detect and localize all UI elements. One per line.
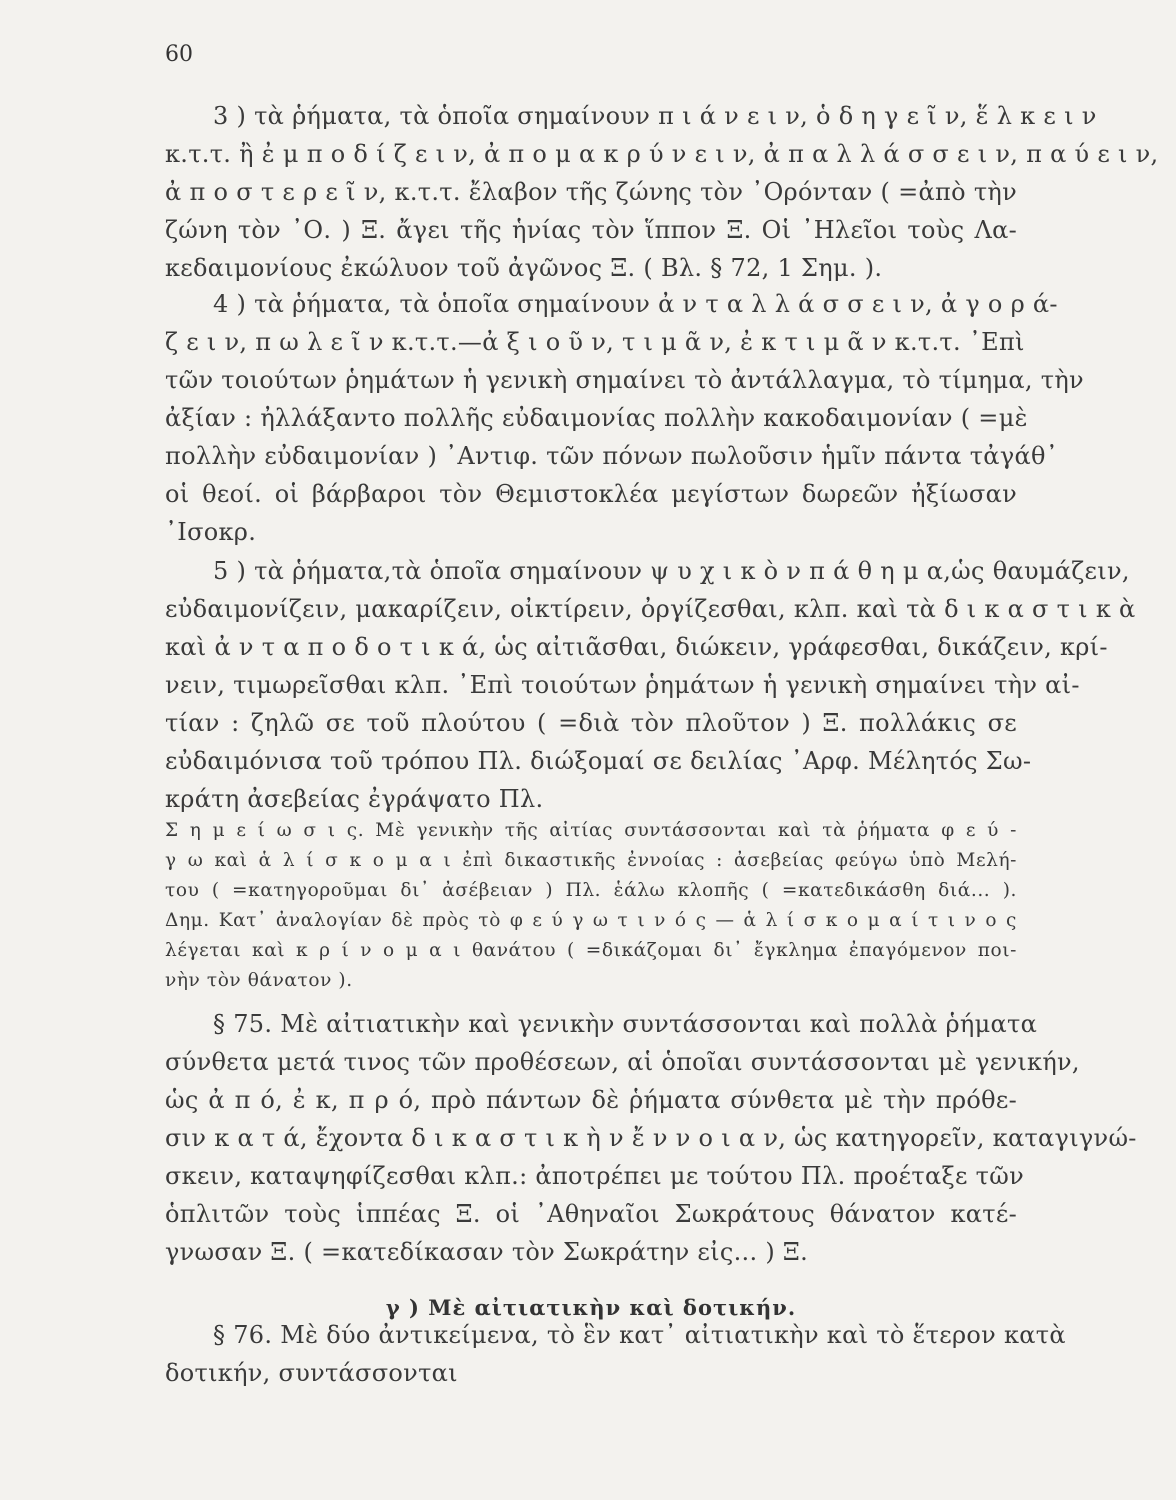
text-line: νειν, τιμωρεῖσθαι κλπ. ᾿Επὶ τοιούτων ῥημάτων ἡ γενικὴ σημαίνει τὴν αἰ-: [165, 671, 1080, 699]
note-block: [165, 816, 1017, 996]
text-line: σιν κ α τ ά, ἔχοντα δ ι κ α σ τ ι κ ὴ ν ἔ ν ν ο ι α ν, ὡς κατηγορεῖν, καταγιγνώ-: [165, 1124, 1137, 1152]
text-line: κ.τ.τ. ἢ ἐ μ π ο δ ί ζ ε ι ν, ἀ π ο μ α κ ρ ύ ν ε ι ν, ἀ π α λ λ ά σ σ ε ι ν, π α ύ ε ι ν,: [165, 140, 1159, 168]
paragraph-4: [165, 285, 1084, 551]
section-75: [165, 1005, 1137, 1271]
note-line: Σ η μ ε ί ω σ ι ς. Μὲ γενικὴν τῆς αἰτίας συντάσσονται καὶ τὰ ῥήματα φ ε ύ -: [165, 820, 1017, 841]
text-line: 5 ) τὰ ῥήματα,τὰ ὁποῖα σημαίνουν ψ υ χ ι κ ὸ ν π ά θ η μ α,ὡς θαυμάζειν,: [213, 557, 1130, 585]
section-heading: γ ) Μὲ αἰτιατικὴν καὶ δοτικήν.: [385, 1295, 797, 1320]
text-line: κράτη ἀσεβείας ἐγράψατο Πλ.: [165, 785, 544, 813]
text-line: γνωσαν Ξ. ( =κατεδίκασαν τὸν Σωκράτην εἰς... ) Ξ.: [165, 1238, 809, 1266]
text-line: 4 ) τὰ ῥήματα, τὰ ὁποῖα σημαίνουν ἀ ν τ α λ λ ά σ σ ε ι ν, ἀ γ ο ρ ά-: [213, 290, 1058, 318]
text-line: 3 ) τὰ ῥήματα, τὰ ὁποῖα σημαίνουν π ι ά ν ε ι ν, ὁ δ η γ ε ῖ ν, ἕ λ κ ε ι ν: [213, 102, 1097, 130]
text-line: εὐδαιμόνισα τοῦ τρόπου Πλ. διώξομαί σε δειλίας ᾿Αρφ. Μέλητός Σω-: [165, 747, 1032, 775]
text-line: δοτικήν, συντάσσονται: [165, 1359, 458, 1387]
paragraph-3: [165, 97, 1159, 287]
text-line: καὶ ἀ ν τ α π ο δ ο τ ι κ ά, ὡς αἰτιᾶσθαι, διώκειν, γράφεσθαι, δικάζειν, κρί-: [165, 633, 1108, 661]
text-line: ζώνη τὸν ᾿Ο. ) Ξ. ἄγει τῆς ἡνίας τὸν ἵππον Ξ. Οἱ ᾿Ηλεῖοι τοὺς Λα-: [165, 216, 1017, 244]
text-line: § 76. Μὲ δύο ἀντικείμενα, τὸ ἓν κατ᾿ αἰτιατικὴν καὶ τὸ ἕτερον κατὰ: [213, 1321, 1066, 1349]
section-76: [165, 1316, 1066, 1392]
text-line: § 75. Μὲ αἰτιατικὴν καὶ γενικὴν συντάσσονται καὶ πολλὰ ῥήματα: [213, 1010, 1038, 1038]
text-line: ζ ε ι ν, π ω λ ε ῖ ν κ.τ.τ.—ἀ ξ ι ο ῦ ν, τ ι μ ᾶ ν, ἐ κ τ ι μ ᾶ ν κ.τ.τ. ᾿Επὶ: [165, 328, 1025, 356]
note-line: του ( =κατηγοροῦμαι δι᾿ ἀσέβειαν ) Πλ. ἑάλω κλοπῆς ( =κατεδικάσθη διά... ).: [165, 880, 1017, 901]
text-line: τῶν τοιούτων ῥημάτων ἡ γενικὴ σημαίνει τὸ ἀντάλλαγμα, τὸ τίμημα, τὴν: [165, 366, 1084, 394]
text-line: εὐδαιμονίζειν, μακαρίζειν, οἰκτίρειν, ὀργίζεσθαι, κλπ. καὶ τὰ δ ι κ α σ τ ι κ ὰ: [165, 595, 1136, 623]
note-line: νὴν τὸν θάνατον ).: [165, 970, 353, 991]
text-line: οἱ θεοί. οἱ βάρβαροι τὸν Θεμιστοκλέα μεγίστων δωρεῶν ἠξίωσαν: [165, 480, 1017, 508]
note-line: γ ω καὶ ἁ λ ί σ κ ο μ α ι ἐπὶ δικαστικῆς ἐννοίας : ἀσεβείας φεύγω ὑπὸ Μελή-: [165, 850, 1017, 871]
text-line: ᾿Ισοκρ.: [165, 518, 257, 546]
text-line: ἀ π ο σ τ ε ρ ε ῖ ν, κ.τ.τ. ἔλαβον τῆς ζώνης τὸν ᾿Ορόνταν ( =ἀπὸ τὴν: [165, 178, 1017, 206]
text-line: πολλὴν εὐδαιμονίαν ) ᾿Αντιφ. τῶν πόνων πωλοῦσιν ἡμῖν πάντα τἀγάθ᾿: [165, 442, 1059, 470]
text-line: ὡς ἀ π ό, ἐ κ, π ρ ό, πρὸ πάντων δὲ ῥήματα σύνθετα μὲ τὴν πρόθε-: [165, 1086, 1017, 1114]
text-line: σύνθετα μετά τινος τῶν προθέσεων, αἱ ὁποῖαι συντάσσονται μὲ γενικήν,: [165, 1048, 1080, 1076]
text-line: ὁπλιτῶν τοὺς ἱππέας Ξ. οἱ ᾿Αθηναῖοι Σωκράτους θάνατον κατέ-: [165, 1200, 1017, 1228]
text-line: τίαν : ζηλῶ σε τοῦ πλούτου ( =διὰ τὸν πλοῦτον ) Ξ. πολλάκις σε: [165, 709, 1017, 737]
paragraph-5: [165, 552, 1136, 818]
text-line: κεδαιμονίους ἐκώλυον τοῦ ἀγῶνος Ξ. ( Βλ. § 72, 1 Σημ. ).: [165, 254, 883, 282]
text-line: ἀξίαν : ἠλλάξαντο πολλῆς εὐδαιμονίας πολλὴν κακοδαιμονίαν ( =μὲ: [165, 404, 1028, 432]
page-number: 60: [165, 42, 193, 67]
note-line: Δημ. Κατ᾿ ἀναλογίαν δὲ πρὸς τὸ φ ε ύ γ ω τ ι ν ό ς — ἁ λ ί σ κ ο μ α ί τ ι ν ο ς: [165, 910, 1017, 931]
text-line: σκειν, καταψηφίζεσθαι κλπ.: ἀποτρέπει με τούτου Πλ. προέταξε τῶν: [165, 1162, 1025, 1190]
note-line: λέγεται καὶ κ ρ ί ν ο μ α ι θανάτου ( =δικάζομαι δι᾿ ἔγκλημα ἐπαγόμενον ποι-: [165, 940, 1017, 961]
